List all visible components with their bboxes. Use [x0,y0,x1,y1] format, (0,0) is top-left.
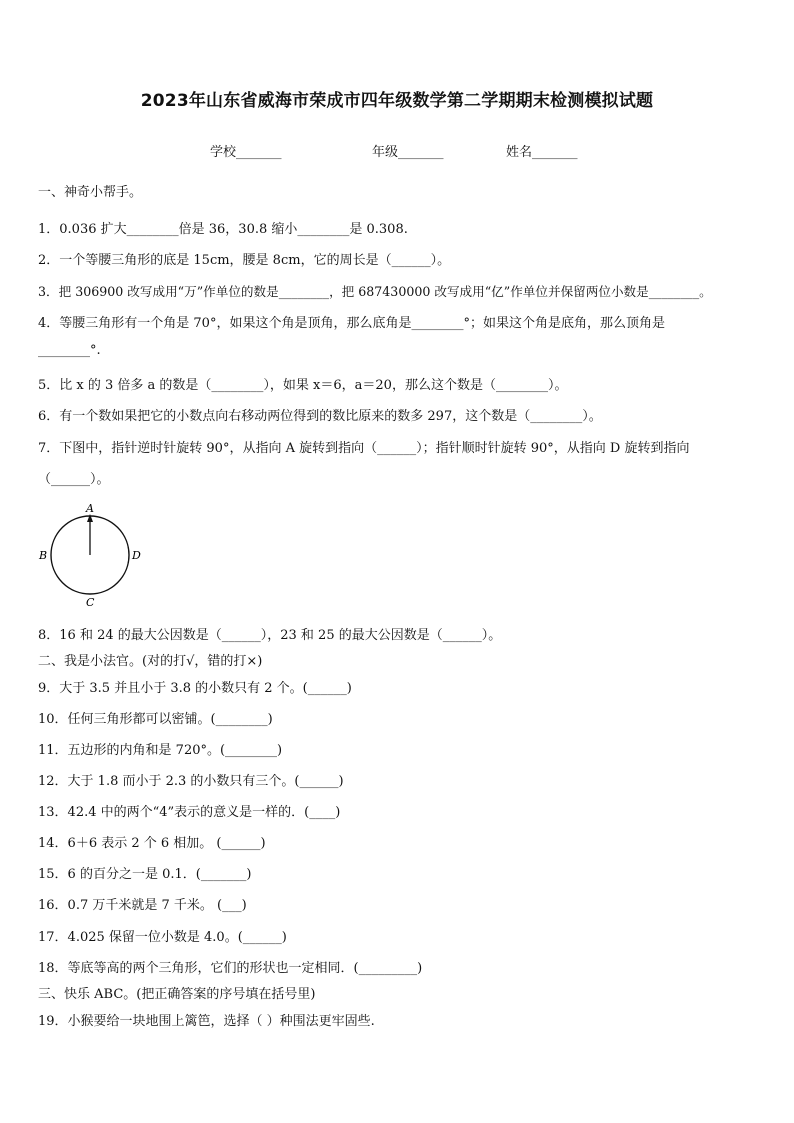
question-17: 17．4.025 保留一位小数是 4.0。(______) [38,930,287,945]
label-c: C [86,596,95,609]
section-2-heading: 二、我是小法官。(对的打√，错的打×) [38,654,263,669]
name-field: 姓名_______ [506,145,578,160]
question-4-line-2: ________°. [38,343,101,358]
question-1: 1．0.036 扩大________倍是 36，30.8 缩小________是 0.308. [38,222,408,237]
question-12: 12．大于 1.8 而小于 2.3 的小数只有三个。(______) [38,774,344,789]
label-a: A [86,502,94,515]
school-field: 学校_______ [210,145,282,160]
pointer-arrowhead [87,514,93,522]
question-4-line-1: 4．等腰三角形有一个角是 70°，如果这个角是顶角，那么底角是________°；如果这个角是底角，那么顶角是 [38,316,665,331]
question-10: 10．任何三角形都可以密铺。(________) [38,712,273,727]
question-14: 14．6＋6 表示 2 个 6 相加。 (______) [38,836,266,851]
clock-diagram [36,500,146,610]
question-18: 18．等底等高的两个三角形，它们的形状也一定相同．(_________) [38,961,423,976]
question-16: 16．0.7 万千米就是 7 千米。 (___) [38,898,247,913]
grade-field: 年级_______ [372,145,444,160]
question-9: 9．大于 3.5 并且小于 3.8 的小数只有 2 个。(______) [38,681,352,696]
question-7-line-1: 7．下图中，指针逆时针旋转 90°，从指向 A 旋转到指向（______）；指针顺时针旋转 90°，从指向 D 旋转到指向 [38,441,690,456]
page-title: 2023年山东省威海市荣成市四年级数学第二学期期末检测模拟试题 [140,91,654,111]
question-3: 3．把 306900 改写成用“万”作单位的数是________，把 687430000 改写成用“亿”作单位并保留两位小数是________。 [38,284,712,299]
question-15: 15．6 的百分之一是 0.1．(_______) [38,867,252,882]
question-7-line-2: （______）。 [38,472,110,487]
question-5: 5．比 x 的 3 倍多 a 的数是（________），如果 x＝6，a＝20，那么这个数是（________）。 [38,378,568,393]
question-6: 6．有一个数如果把它的小数点向右移动两位得到的数比原来的数多 297，这个数是（________）。 [38,409,602,424]
question-2: 2．一个等腰三角形的底是 15cm，腰是 8cm，它的周长是（______）。 [38,253,451,268]
question-8: 8．16 和 24 的最大公因数是（______），23 和 25 的最大公因数是（______）。 [38,628,502,643]
section-1-heading: 一、神奇小帮手。 [38,185,143,200]
question-19: 19．小猴要给一块地围上篱笆，选择（ ）种围法更牢固些. [38,1014,375,1029]
question-11: 11．五边形的内角和是 720°。(________) [38,743,283,758]
question-13: 13．42.4 中的两个“4”表示的意义是一样的．(____) [38,805,341,820]
label-d: D [132,549,141,562]
label-b: B [39,549,48,562]
section-3-heading: 三、快乐 ABC。(把正确答案的序号填在括号里) [38,987,316,1002]
